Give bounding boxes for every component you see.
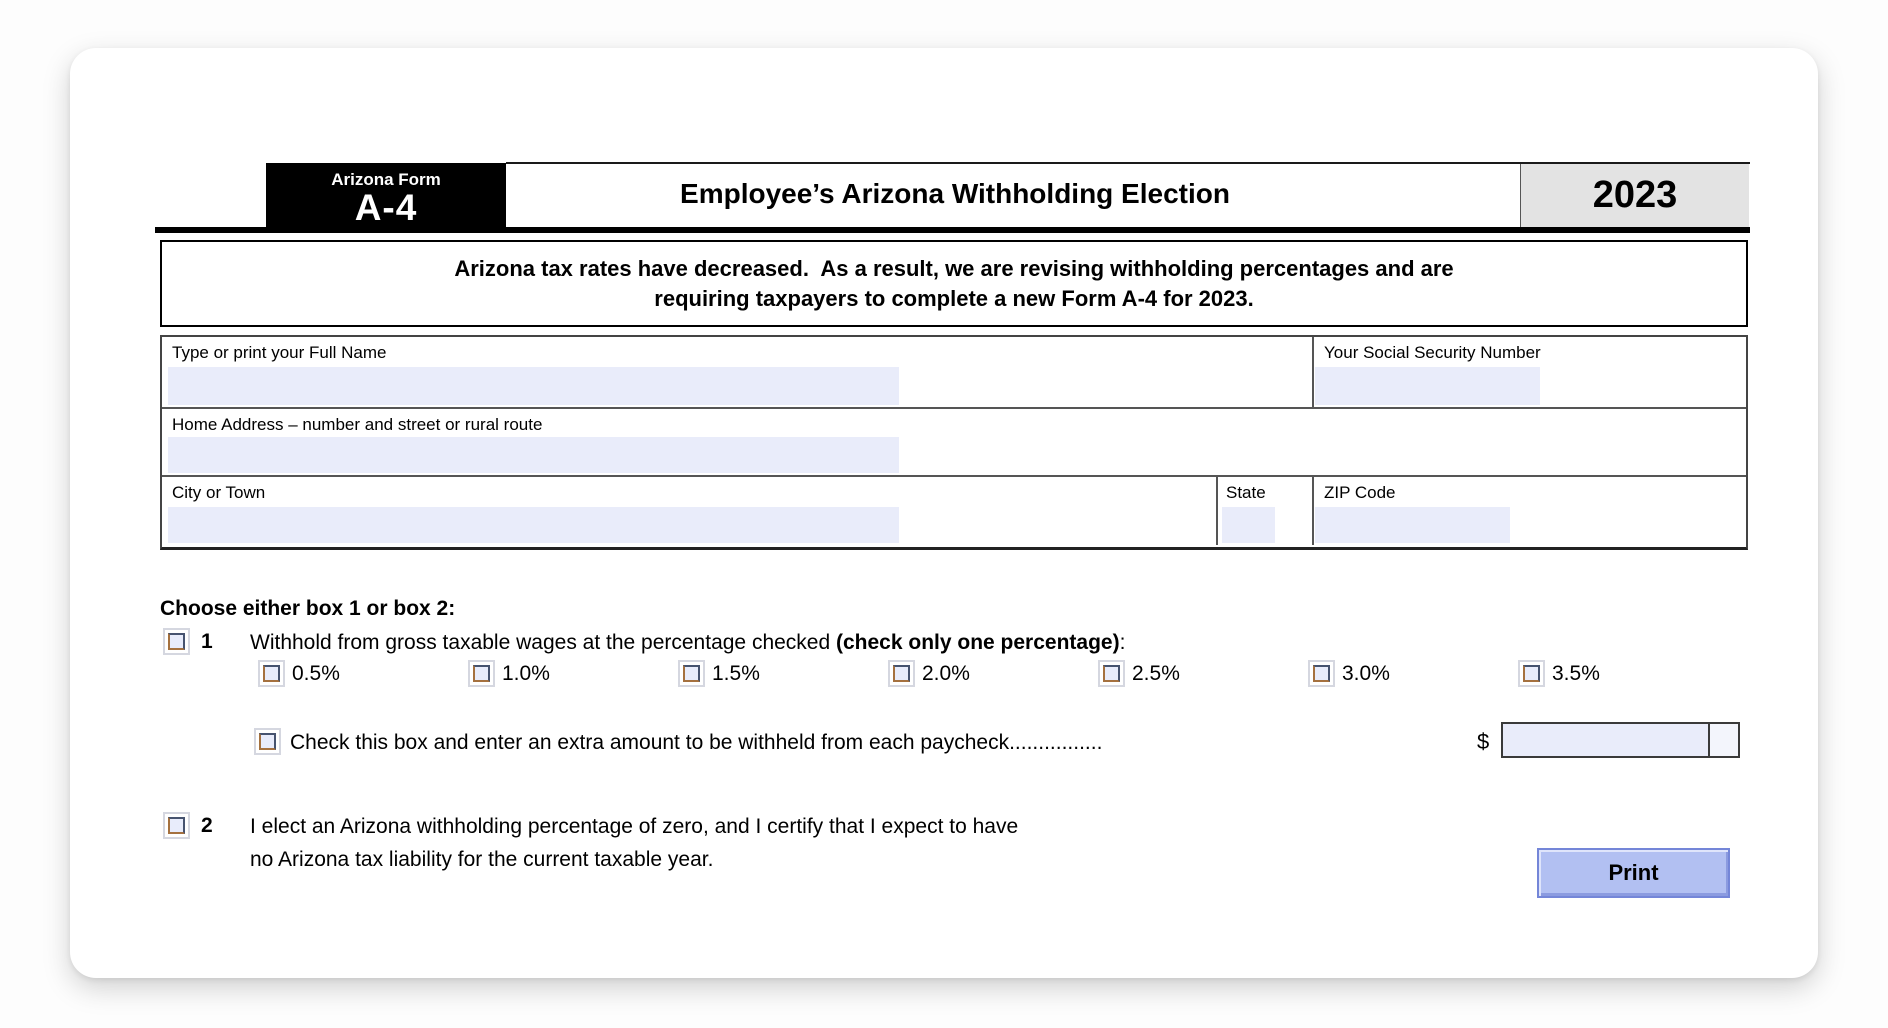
box1-number: 1 (201, 630, 213, 653)
percent-checkbox-3-0-inner (1313, 665, 1330, 682)
box2-line1: I elect an Arizona withholding percentage of zero, and I certify that I expect to have (250, 815, 1019, 838)
box2-checkbox[interactable] (163, 812, 190, 839)
percent-checkbox-1-5-inner (683, 665, 700, 682)
full-name-input[interactable] (168, 367, 899, 405)
percent-checkbox-1-0-inner (473, 665, 490, 682)
state-zip-divider (1312, 477, 1314, 545)
print-button[interactable]: Print (1537, 848, 1730, 898)
city-label: City or Town (172, 483, 266, 502)
percent-checkbox-3-0[interactable] (1308, 660, 1335, 687)
personal-info-table (160, 335, 1748, 550)
percent-checkbox-0-5[interactable] (258, 660, 285, 687)
percent-checkbox-1-0[interactable] (468, 660, 495, 687)
home-address-input[interactable] (168, 437, 899, 473)
leader-dots: ................ (1009, 731, 1103, 754)
notice-box (160, 240, 1748, 327)
box1-text-regular: Withhold from gross taxable wages at the percentage checked (250, 631, 836, 654)
percent-label-1-0: 1.0% (502, 662, 550, 685)
state-label: State (1226, 483, 1266, 502)
form-document-card (70, 48, 1818, 978)
percent-checkbox-1-5[interactable] (678, 660, 705, 687)
row-divider-2 (162, 475, 1746, 477)
box2-line2: no Arizona tax liability for the current taxable year. (250, 848, 714, 871)
percent-label-3-5: 3.5% (1552, 662, 1600, 685)
extra-amount-checkbox-inner (259, 733, 276, 750)
box2-number: 2 (201, 814, 213, 837)
state-input[interactable] (1222, 507, 1275, 543)
page-title: Employee’s Arizona Withholding Election (680, 178, 1230, 209)
home-address-label: Home Address – number and street or rural route (172, 415, 543, 434)
percent-label-2-5: 2.5% (1132, 662, 1180, 685)
box1-text-bold: (check only one percentage) (836, 631, 1120, 654)
brand-form-number: A-4 (354, 186, 418, 228)
box2-checkbox-inner (168, 817, 185, 834)
header-baseline-rule (155, 227, 1750, 233)
extra-amount-input[interactable] (1503, 724, 1708, 756)
box1-checkbox[interactable] (163, 628, 190, 655)
percent-label-0-5: 0.5% (292, 662, 340, 685)
percent-checkbox-2-0-inner (893, 665, 910, 682)
city-input[interactable] (168, 507, 899, 543)
extra-amount-checkbox[interactable] (254, 728, 281, 755)
choose-heading: Choose either box 1 or box 2: (160, 597, 456, 620)
percent-label-1-5: 1.5% (712, 662, 760, 685)
extra-amount-text (290, 730, 1102, 755)
row-divider-1 (162, 407, 1746, 409)
percent-checkbox-0-5-inner (263, 665, 280, 682)
zip-input[interactable] (1315, 507, 1510, 543)
percent-label-2-0: 2.0% (922, 662, 970, 685)
name-ssn-divider (1312, 337, 1314, 407)
extra-amount-text-main: Check this box and enter an extra amount to be withheld from each paycheck (290, 731, 1010, 754)
percent-checkbox-2-5[interactable] (1098, 660, 1125, 687)
year-badge: 2023 (1520, 164, 1749, 227)
zip-label: ZIP Code (1324, 483, 1396, 502)
dollar-sign: $ (1477, 729, 1490, 754)
extra-amount-field[interactable] (1501, 722, 1740, 758)
full-name-label: Type or print your Full Name (172, 343, 387, 362)
ssn-label: Your Social Security Number (1324, 343, 1541, 362)
percent-checkbox-2-5-inner (1103, 665, 1120, 682)
percent-label-3-0: 3.0% (1342, 662, 1390, 685)
box1-checkbox-inner (168, 633, 185, 650)
extra-amount-cents-section[interactable] (1708, 724, 1738, 756)
brand-state-label: Arizona Form (331, 169, 441, 189)
box1-text-suffix: : (1119, 631, 1126, 654)
notice-line-2: requiring taxpayers to complete a new Form A-4 for 2023. (654, 285, 1254, 311)
ssn-input[interactable] (1315, 367, 1540, 405)
box1-text (250, 630, 1125, 655)
city-state-divider (1216, 477, 1218, 545)
percent-checkbox-2-0[interactable] (888, 660, 915, 687)
percent-checkbox-3-5[interactable] (1518, 660, 1545, 687)
notice-line-1: Arizona tax rates have decreased. As a result, we are revising withholding percentages and are (454, 255, 1454, 281)
percent-checkbox-3-5-inner (1523, 665, 1540, 682)
